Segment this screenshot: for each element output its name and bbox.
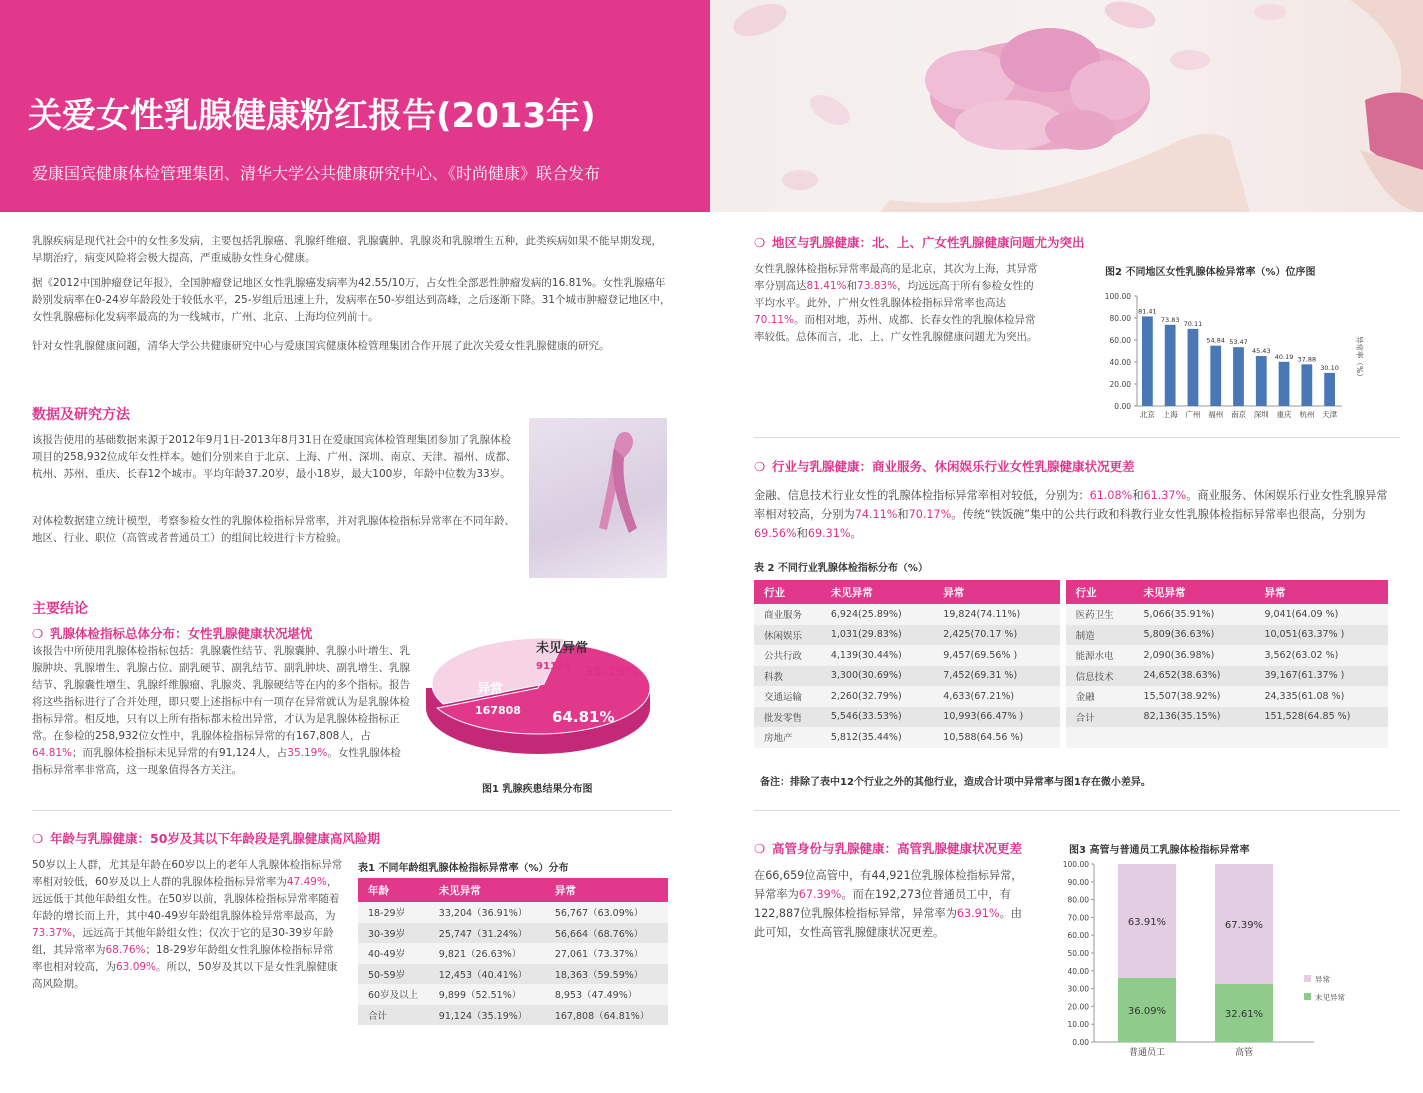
conclusions-text-a: 该报告中所使用乳腺体检指标包括：乳腺囊性结节、乳腺囊肿、乳腺小叶增生、乳腺肿块、乳腺增生、乳腺占位、副乳硬节、副乳结节、副乳肿块、副乳增生、乳腺结节、乳腺囊性增生、乳腺纤维腺瘤、乳腺炎、乳腺硬结等在内的多个指标。报告将这些指标进行了合并处理，即只要上述指标中有一项存在异常就认为是乳腺体检指标异常。相反地，只有以上所有指标都未检出异常，才认为是乳腺体检指标正常。在参检的258,932位女性中，乳腺体检指标异常的有167,808人，占 <box>32 645 410 742</box>
bar-value-label: 40.19 <box>1274 352 1294 361</box>
industry-table-cell: 15,507(38.92%) <box>1134 686 1255 707</box>
bar <box>1279 362 1290 406</box>
y-tick-label: 60.00 <box>1109 336 1131 345</box>
bar <box>1142 316 1153 406</box>
x-tick-label: 天津 <box>1322 410 1338 419</box>
industry-table-cell: 19,824(74.11%) <box>933 604 1062 625</box>
hand-with-petals-image <box>710 0 1423 212</box>
industry-text-segment: 61.37% <box>1143 489 1187 502</box>
y-tick-label: 0.00 <box>1072 1038 1089 1047</box>
industry-paragraph <box>754 486 1394 543</box>
age-table-row <box>358 902 668 923</box>
x-tick-label: 上海 <box>1162 410 1178 419</box>
intro-paragraph-1: 乳腺疾病是现代社会中的女性多发病，主要包括乳腺癌、乳腺纤维瘤、乳腺囊肿、乳腺炎和乳腺增生五种，此类疾病如果不能早期发现，早期治疗，病变风险将会极大提高，严重威胁女性身心健康。 <box>32 235 662 264</box>
industry-table-row <box>754 686 1388 707</box>
page-title: 关爱女性乳腺健康粉红报告(2013年) <box>28 96 596 136</box>
age-table-cell: 91,124（35.19%） <box>429 1005 545 1026</box>
age-text-segment: 73.37% <box>32 927 73 939</box>
industry-note: 备注：排除了表中12个行业之外的其他行业，造成合计项中异常率与图1存在微小差异。 <box>760 777 1151 788</box>
header-banner <box>0 0 710 212</box>
pie-count-normal: 91124 <box>536 661 571 672</box>
age-table-header-cell: 异常 <box>545 878 668 902</box>
bar <box>1188 329 1199 406</box>
region-text-segment: 。而相对地，苏州、成都、长春女性的乳腺体检异常率较低。总体而言，北、上、广女性乳腺健康问题尤为突出。 <box>754 314 1038 343</box>
y-tick-label: 30.00 <box>1067 984 1089 994</box>
ribbon-icon: ❍ <box>32 831 44 846</box>
age-table-cell: 167,808（64.81%） <box>545 1005 668 1026</box>
y-tick-label: 20.00 <box>1067 1002 1089 1012</box>
age-table <box>358 878 668 1025</box>
industry-table-cell: 能源水电 <box>1063 645 1134 666</box>
position-heading <box>754 839 1022 857</box>
industry-table-cell: 6,924(25.89%) <box>821 604 933 625</box>
industry-table-cell: 2,260(32.79%) <box>821 686 933 707</box>
industry-text-segment: 。商业服务、休闲娱乐行业女性乳腺异常率相对较高，分别为 <box>754 489 1388 521</box>
age-table-cell: 18-29岁 <box>358 902 429 923</box>
stacked-bar-label: 32.61% <box>1224 1008 1264 1020</box>
conclusions-text-c: 。女性乳腺体检指标异常率非常高，这一现象值得各方关注。 <box>32 747 401 776</box>
industry-table-cell: 151,528(64.85 %) <box>1254 707 1388 728</box>
bar-value-label: 81.41 <box>1138 307 1157 316</box>
industry-table-cell: 4,139(30.44%) <box>821 645 933 666</box>
industry-text-segment: 69.31% <box>807 527 851 540</box>
age-table-row <box>358 964 668 985</box>
industry-table-header-cell: 行业 <box>1063 580 1134 604</box>
age-table-header-row <box>358 878 668 902</box>
region-heading <box>754 233 1085 251</box>
region-paragraph <box>754 261 1044 346</box>
industry-table-row <box>754 625 1388 646</box>
age-table-cell: 56,664（68.76%） <box>545 923 668 944</box>
age-table-header-cell: 未见异常 <box>429 878 545 902</box>
bar-value-label: 73.83 <box>1160 315 1180 324</box>
position-text-segment: 。由此可知，女性高管乳腺健康状况更差。 <box>754 907 1022 939</box>
bar <box>1324 373 1335 406</box>
bar-value-label: 45.43 <box>1251 347 1271 356</box>
age-table-row <box>358 923 668 944</box>
industry-table-header-cell: 未见异常 <box>821 580 933 604</box>
bar <box>1210 346 1221 406</box>
bar-value-label: 37.88 <box>1297 355 1317 364</box>
x-tick-label: 广州 <box>1185 410 1201 419</box>
industry-text-segment: 70.17% <box>908 508 952 521</box>
legend-swatch <box>1304 993 1311 1000</box>
x-tick-label: 重庆 <box>1276 410 1292 419</box>
page-subtitle: 爱康国宾健康体检管理集团、清华大学公共健康研究中心、《时尚健康》联合发布 <box>32 164 601 183</box>
industry-table-cell: 房地产 <box>754 727 821 748</box>
y-tick-label: 100.00 <box>1104 292 1131 301</box>
age-text-segment: 。所以，50岁及其以下是女性乳腺健康高风险期。 <box>32 961 338 990</box>
industry-table-cell: 交通运输 <box>754 686 821 707</box>
age-table-cell: 27,061（73.37%） <box>545 943 668 964</box>
region-text-segment: 70.11% <box>754 314 795 326</box>
industry-table-header-cell: 异常 <box>933 580 1062 604</box>
age-table-cell: 25,747（31.24%） <box>429 923 545 944</box>
x-tick-label: 北京 <box>1139 410 1155 419</box>
industry-text-segment: 69.56% <box>754 527 797 540</box>
region-heading-text: 地区与乳腺健康：北、上、广女性乳腺健康问题尤为突出 <box>772 235 1085 250</box>
industry-table-cell: 金融 <box>1063 686 1134 707</box>
industry-table-cell <box>1254 727 1388 748</box>
industry-table-header-cell: 异常 <box>1254 580 1388 604</box>
y-tick-label: 10.00 <box>1067 1020 1089 1030</box>
region-text-segment: ，均远远高于所有参检女性的平均水平。此外，广州女性乳腺体检指标异常率也高达 <box>754 280 1034 309</box>
industry-table-cell: 10,051(63.37% ) <box>1254 625 1388 646</box>
conclusions-text-b: ；而乳腺体检指标未见异常的有91,124人，占 <box>72 747 288 759</box>
pie-label-normal: 未见异常 <box>536 641 589 656</box>
bar <box>1301 364 1312 406</box>
y-tick-label: 70.00 <box>1067 913 1089 923</box>
position-text-segment: 在66,659位高管中，有44,921位乳腺体检指标异常，异常率为 <box>754 869 1023 901</box>
age-table-cell: 9,899（52.51%） <box>429 984 545 1005</box>
divider <box>754 437 1400 438</box>
bar-value-label: 70.11 <box>1183 319 1203 328</box>
position-stacked-chart <box>1060 855 1380 1060</box>
age-heading <box>32 829 380 847</box>
position-text-segment: 。而在192,273位普通员工中，有122,887位乳腺体检指标异常，异常率为 <box>754 888 1011 920</box>
industry-table-cell: 1,031(29.83%) <box>821 625 933 646</box>
conclusions-paragraph <box>32 643 410 779</box>
industry-text-segment: 金融、信息技术行业女性的乳腺体检指标异常率相对较低，分别为： <box>754 489 1090 502</box>
intro-paragraph-2: 据《2012中国肿瘤登记年报》，全国肿瘤登记地区女性乳腺癌发病率为42.55/10万，占女性全部恶性肿瘤发病的16.81%。女性乳腺癌年龄别发病率在0-24岁年龄段处于较低水平，25-岁组后迅速上升，发病率在50-岁组达到高峰，之后逐渐下降。31个城市肿瘤登记地区中，女性乳腺癌标化发病率最高的为一线城市，广州、北京、上海均位列前十。 <box>32 277 671 323</box>
industry-text-segment: 和 <box>897 508 909 521</box>
industry-text-segment: 61.08% <box>1089 489 1133 502</box>
age-text-segment: 63.09% <box>116 961 157 973</box>
ribbon-icon: ❍ <box>754 459 766 474</box>
industry-table-cell <box>1134 727 1255 748</box>
y-tick-label: 80.00 <box>1067 895 1089 905</box>
divider <box>32 810 672 811</box>
industry-table-cell: 9,457(69.56% ) <box>933 645 1062 666</box>
industry-table-cell: 制造 <box>1063 625 1134 646</box>
industry-table-cell: 10,588(64.56 %) <box>933 727 1062 748</box>
age-text-segment: 47.49% <box>286 876 327 888</box>
industry-table-header-cell: 行业 <box>754 580 821 604</box>
pie-count-abnormal: 167808 <box>475 704 521 717</box>
age-table-row <box>358 984 668 1005</box>
age-text-segment: 50岁以上人群，尤其是年龄在60岁以上的老年人乳腺体检指标异常率相对较低，60岁及以上人群的乳腺体检指标异常率为 <box>32 859 343 888</box>
industry-table-cell: 4,633(67.21%) <box>933 686 1062 707</box>
y-tick-label: 20.00 <box>1109 380 1131 389</box>
pie-chart-title: 图1 乳腺疾患结果分布图 <box>482 784 593 795</box>
industry-table-cell <box>1063 727 1134 748</box>
industry-table-cell: 7,452(69.31 %) <box>933 666 1062 687</box>
legend-label: 未见异常 <box>1315 993 1345 1002</box>
y-tick-label: 100.00 <box>1062 860 1089 869</box>
industry-table-header-cell: 未见异常 <box>1134 580 1255 604</box>
x-tick-label: 深圳 <box>1253 410 1269 419</box>
age-table-cell: 56,767（63.09%） <box>545 902 668 923</box>
industry-table-cell: 3,562(63.02 %) <box>1254 645 1388 666</box>
industry-text-segment: 和 <box>796 527 808 540</box>
y-tick-label: 0.00 <box>1114 402 1131 411</box>
header-photo <box>710 0 1423 212</box>
x-tick-label: 普通员工 <box>1128 1048 1166 1058</box>
age-table-cell: 50-59岁 <box>358 964 429 985</box>
conclusion-subheading-1-text: 乳腺体检指标总体分布：女性乳腺健康状况堪忧 <box>50 626 313 641</box>
industry-table-cell: 5,809(36.63%) <box>1134 625 1255 646</box>
bar-value-label: 30.10 <box>1320 363 1339 372</box>
industry-table-row <box>754 707 1388 728</box>
divider <box>754 810 1400 811</box>
age-text-segment: 68.76% <box>105 944 146 956</box>
industry-table-cell: 合计 <box>1063 707 1134 728</box>
age-text-segment: ，远远高于其他年龄组女性；仅次于它的是30-39岁年龄组，其异常率为 <box>32 927 334 956</box>
age-table-row <box>358 943 668 964</box>
y-tick-label: 80.00 <box>1109 314 1131 323</box>
industry-table-cell: 5,812(35.44%) <box>821 727 933 748</box>
region-text-segment: 81.41% <box>806 280 847 292</box>
age-table-cell: 合计 <box>358 1005 429 1026</box>
industry-table-cell: 5,546(33.53%) <box>821 707 933 728</box>
position-text-segment: 63.91% <box>956 907 1000 920</box>
ribbon-icon: ❍ <box>754 841 766 856</box>
y-tick-label: 40.00 <box>1067 966 1089 976</box>
industry-heading <box>754 457 1135 475</box>
intro-paragraph-3: 针对女性乳腺健康问题，清华大学公共健康研究中心与爱康国宾健康体检管理集团合作开展了此次关爱女性乳腺健康的研究。 <box>32 340 610 352</box>
legend-swatch <box>1304 975 1311 982</box>
industry-table-cell: 科教 <box>754 666 821 687</box>
industry-table-cell: 10,993(66.47% ) <box>933 707 1062 728</box>
x-tick-label: 南京 <box>1231 410 1246 419</box>
table2-title: 表 2 不同行业乳腺体检指标分布（%） <box>754 563 928 574</box>
industry-table-cell: 医药卫生 <box>1063 604 1134 625</box>
industry-table-cell: 3,300(30.69%) <box>821 666 933 687</box>
industry-table-cell: 9,041(64.09 %) <box>1254 604 1388 625</box>
x-tick-label: 杭州 <box>1299 410 1315 419</box>
pink-ribbon-icon <box>529 418 667 578</box>
region-text-segment: 女性乳腺体检指标异常率最高的是北京，其次为上海，其异常率分别高达 <box>754 263 1038 292</box>
conclusions-pct-normal: 35.19% <box>287 747 328 759</box>
stacked-chart-title: 图3 高管与普通员工乳腺体检指标异常率 <box>1069 845 1250 856</box>
age-table-cell: 33,204（36.91%） <box>429 902 545 923</box>
bar-value-label: 53.47 <box>1229 338 1248 347</box>
region-text-segment: 和 <box>846 280 858 292</box>
age-paragraph <box>32 857 344 993</box>
y-tick-label: 40.00 <box>1109 358 1131 367</box>
industry-table-row <box>754 666 1388 687</box>
region-bar-chart <box>1095 282 1370 427</box>
methods-paragraph-2: 对体检数据建立统计模型，考察参检女性的乳腺体检指标异常率，并对乳腺体检指标异常率在不同年龄、地区、行业、职位（高管或者普通员工）的组间比较进行卡方检验。 <box>32 515 515 544</box>
industry-table-cell: 公共行政 <box>754 645 821 666</box>
age-table-cell: 9,821（26.63%） <box>429 943 545 964</box>
y-axis-label: 异常率（%） <box>1355 336 1364 381</box>
conclusion-subheading-1 <box>32 624 313 642</box>
industry-table-cell: 5,066(35.91%) <box>1134 604 1255 625</box>
industry-text-segment: 74.11% <box>854 508 898 521</box>
methods-paragraph-1: 该报告使用的基础数据来源于2012年9月1日-2013年8月31日在爱康国宾体检管理集团参加了乳腺体检项目的258,932位成年女性样本。她们分别来自于北京、上海、广州、深圳、南京、天津、福州、成都、杭州、苏州、重庆、长春12个城市。平均年龄37.20岁，最小18岁，最大100岁，年龄中位数为33岁。 <box>32 434 517 480</box>
industry-table-cell: 批发零售 <box>754 707 821 728</box>
position-paragraph <box>754 866 1024 942</box>
age-text-segment: ；18-29岁年龄组女性乳腺体检指标异常率也相对较高，为 <box>32 944 334 973</box>
table1-title: 表1 不同年龄组乳腺体检指标异常率（%）分布 <box>358 863 569 874</box>
industry-table-cell: 82,136(35.15%) <box>1134 707 1255 728</box>
stacked-bar-label: 36.09% <box>1127 1005 1167 1017</box>
pie-pct-abnormal: 64.81% <box>552 708 615 726</box>
industry-table-cell: 信息技术 <box>1063 666 1134 687</box>
industry-table-cell: 24,335(61.08 %) <box>1254 686 1388 707</box>
ribbon-photo <box>529 418 667 578</box>
legend-label: 异常 <box>1315 975 1330 984</box>
industry-text-segment: 。传统“铁饭碗”集中的公共行政和科教行业女性乳腺体检指标异常率也很高，分别为 <box>951 508 1366 521</box>
ribbon-icon: ❍ <box>32 626 44 641</box>
age-table-cell: 30-39岁 <box>358 923 429 944</box>
industry-heading-text: 行业与乳腺健康：商业服务、休闲娱乐行业女性乳腺健康状况更差 <box>772 459 1135 474</box>
age-table-header-cell: 年龄 <box>358 878 429 902</box>
age-table-cell: 12,453（40.41%） <box>429 964 545 985</box>
industry-table-cell: 2,425(70.17 %) <box>933 625 1062 646</box>
conclusions-heading: 主要结论 <box>32 601 88 617</box>
industry-table-row <box>754 604 1388 625</box>
industry-table-row <box>754 727 1388 748</box>
industry-table-cell: 商业服务 <box>754 604 821 625</box>
conclusions-pct-abnormal: 64.81% <box>32 747 73 759</box>
industry-table-cell: 2,090(36.98%) <box>1134 645 1255 666</box>
bar <box>1256 356 1267 406</box>
age-table-cell: 18,363（59.59%） <box>545 964 668 985</box>
industry-text-segment: 和 <box>1132 489 1144 502</box>
industry-text-segment: 。 <box>850 527 862 540</box>
methods-heading: 数据及研究方法 <box>32 407 130 423</box>
age-table-cell: 8,953（47.49%） <box>545 984 668 1005</box>
y-tick-label: 90.00 <box>1067 877 1089 887</box>
bar <box>1165 325 1176 406</box>
industry-table <box>754 580 1388 748</box>
industry-table-header-row <box>754 580 1388 604</box>
pie-pct-normal: 35.19% <box>584 665 639 680</box>
bar <box>1233 347 1244 406</box>
position-text-segment: 67.39% <box>798 888 842 901</box>
position-heading-text: 高管身份与乳腺健康：高管乳腺健康状况更差 <box>772 841 1023 856</box>
industry-table-cell: 休闲娱乐 <box>754 625 821 646</box>
industry-table-row <box>754 645 1388 666</box>
pie-label-abnormal: 异常 <box>477 682 504 697</box>
ribbon-icon: ❍ <box>754 235 766 250</box>
pie-chart <box>420 630 670 775</box>
industry-table-cell: 24,652(38.63%) <box>1134 666 1255 687</box>
age-table-row <box>358 1005 668 1026</box>
bar-chart-title: 图2 不同地区女性乳腺体检异常率（%）位序图 <box>1105 267 1316 278</box>
age-text-segment: ，远远低于其他年龄组女性。在50岁以前，乳腺体检指标异常率随着年龄的增长而上升，其中40-49岁年龄组乳腺体检异常率最高，为 <box>32 876 340 922</box>
y-tick-label: 50.00 <box>1067 949 1089 958</box>
stacked-bar-label: 63.91% <box>1127 916 1167 928</box>
region-text-segment: 73.83% <box>857 280 898 292</box>
stacked-bar-label: 67.39% <box>1224 919 1264 931</box>
x-tick-label: 高管 <box>1234 1048 1254 1058</box>
x-tick-label: 福州 <box>1208 410 1224 419</box>
bar-value-label: 54.84 <box>1206 336 1226 345</box>
age-heading-text: 年龄与乳腺健康：50岁及其以下年龄段是乳腺健康高风险期 <box>50 831 380 846</box>
industry-table-cell: 39,167(61.37% ) <box>1254 666 1388 687</box>
age-table-cell: 60岁及以上 <box>358 984 429 1005</box>
age-table-cell: 40-49岁 <box>358 943 429 964</box>
y-tick-label: 60.00 <box>1067 931 1089 941</box>
